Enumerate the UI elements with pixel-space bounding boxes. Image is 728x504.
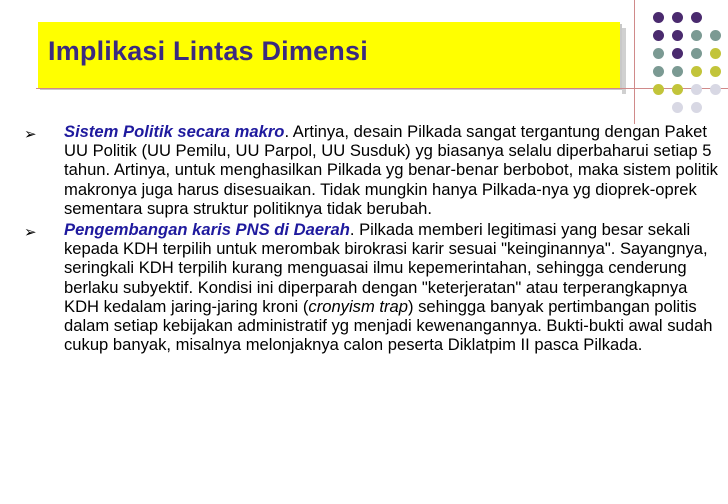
- decoration-dot: [691, 48, 702, 59]
- bullet-text: [64, 122, 720, 218]
- bullet-text: [64, 220, 720, 354]
- decoration-dot: [691, 30, 702, 41]
- bullet-body: ) sehingga banyak pertimbangan politis dalam setiap kebijakan administratif yg menjadi kewenangannya. Bukti-bukti awal sudah cukup banyak, misalnya melonjaknya calon peserta Diklatpim II pasca Pilkada.: [64, 296, 713, 355]
- decoration-dot: [653, 48, 664, 59]
- decoration-dot: [710, 84, 721, 95]
- bullet-body: . Artinya, desain Pilkada sangat tergantung dengan Paket UU Politik (UU Pemilu, UU Parpol, UU Susduk) yg biasanya selalu diperbaharui setiap 5 tahun. Artinya, untuk menghasilkan Pilkada yg benar-benar berbobot, maka sistem politik makronya juga harus disesuaikan. Tidak mungkin hanya Pilkada-nya yg dioprek-oprek sementara supra struktur politiknya tidak berubah.: [64, 122, 718, 218]
- decoration-dot: [691, 84, 702, 95]
- bullet-item: [20, 122, 720, 218]
- decoration-dot: [653, 30, 664, 41]
- bullet-italic: cronyism trap: [308, 296, 408, 316]
- decoration-dot: [691, 12, 702, 23]
- decoration-dot: [672, 48, 683, 59]
- bullet-item: [20, 220, 720, 354]
- bullet-marker-icon: ➢: [24, 224, 37, 242]
- bullet-lead: Sistem Politik secara makro: [64, 122, 285, 141]
- bullet-marker-icon: ➢: [24, 126, 37, 143]
- decoration-dot: [710, 66, 721, 77]
- decoration-dot: [691, 102, 702, 113]
- decoration-dot: [653, 84, 664, 95]
- title-banner: [38, 22, 620, 88]
- decoration-dot: [710, 48, 721, 59]
- decoration-dot: [672, 84, 683, 95]
- decoration-dot: [691, 66, 702, 77]
- horizontal-divider: [36, 88, 728, 89]
- bullet-lead: Pengembangan karis PNS di Daerah: [64, 220, 350, 240]
- decoration-dot: [710, 30, 721, 41]
- decoration-dot: [653, 66, 664, 77]
- bullet-list: [20, 122, 720, 356]
- vertical-divider: [634, 0, 635, 124]
- decoration-dot: [672, 12, 683, 23]
- bullet-body: . Pilkada memberi legitimasi yang besar sekali kepada KDH terpilih untuk merombak birokrasi karir sesuai "keinginannya". Sayangnya, seringkali KDH terpilih kurang menguasai ilmu kepemerintahan, sehingga cenderung berlaku subyektif. Kondisi ini diperparah dengan "keterjeratan" atau terperangkapnya KDH kedalam jaring-jaring kroni (: [64, 220, 708, 316]
- decoration-dot: [672, 102, 683, 113]
- decoration-dot: [653, 12, 664, 23]
- decoration-dot: [672, 30, 683, 41]
- decoration-dot: [672, 66, 683, 77]
- slide-title: Implikasi Lintas Dimensi: [48, 36, 368, 66]
